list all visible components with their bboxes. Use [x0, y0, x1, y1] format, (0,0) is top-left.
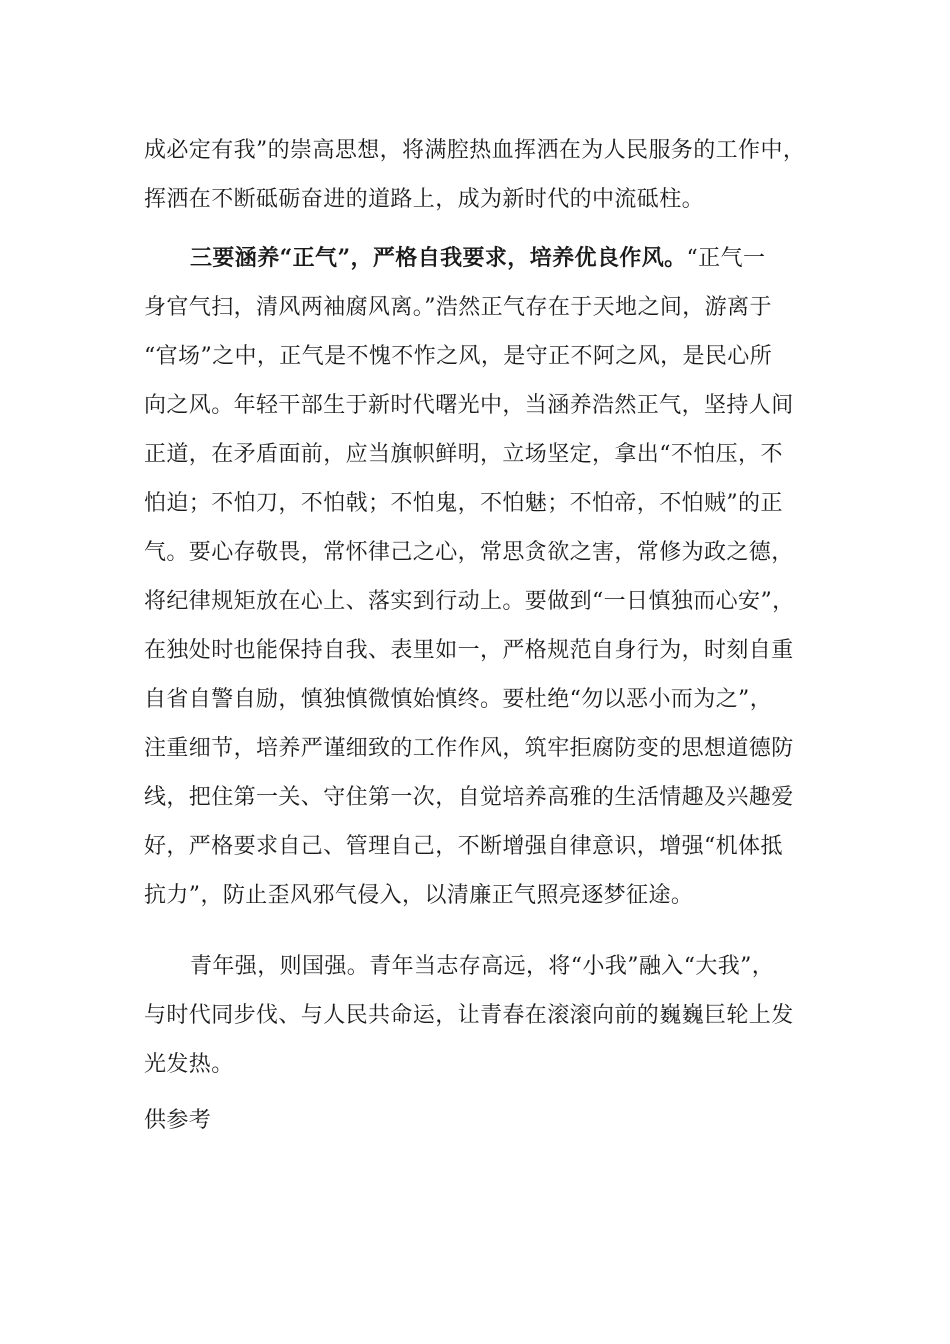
text-line: 与时代同步伐、与人民共命运，让青春在滚滚向前的巍巍巨轮上发	[144, 1003, 794, 1028]
text-line: 注重细节，培养严谨细致的工作作风，筑牢拒腐防变的思想道德防	[144, 736, 794, 761]
text-run: “正气一	[686, 246, 766, 271]
section-heading: 三要涵养“正气”，严格自我要求，培养优良作风。	[190, 245, 687, 271]
paragraph-3	[144, 942, 808, 1089]
paragraph-2	[144, 234, 808, 920]
text-line: 青年强，则国强。青年当志存高远，将“小我”融入“大我”，	[190, 954, 775, 979]
paragraph-2-first-line	[144, 234, 808, 283]
text-line: 成必定有我”的崇高思想，将满腔热血挥洒在为人民服务的工作中，	[144, 138, 806, 163]
text-line: 好，严格要求自己、管理自己，不断增强自律意识，增强“机体抵	[144, 834, 783, 859]
text-line: “官场”之中，正气是不愧不怍之风，是守正不阿之风，是民心所	[144, 344, 773, 369]
text-line: 挥洒在不断砥砺奋进的道路上，成为新时代的中流砥柱。	[144, 187, 705, 212]
text-line: 气。要心存敬畏，常怀律己之心，常思贪欲之害，常修为政之德，	[144, 540, 794, 565]
reference-note: 供参考	[144, 1108, 212, 1133]
text-line: 怕迫；不怕刀，不怕戟；不怕鬼，不怕魅；不怕帝，不怕贼”的正	[144, 491, 783, 516]
text-line: 正道，在矛盾面前，应当旗帜鲜明，立场坚定，拿出“不怕压，不	[144, 442, 783, 467]
text-line: 向之风。年轻干部生于新时代曙光中，当涵养浩然正气，坚持人间	[144, 393, 794, 418]
text-line: 自省自警自励，慎独慎微慎始慎终。要杜绝“勿以恶小而为之”，	[144, 687, 773, 712]
text-line: 光发热。	[144, 1052, 234, 1077]
text-line: 在独处时也能保持自我、表里如一，严格规范自身行为，时刻自重	[144, 638, 794, 663]
text-line: 抗力”，防止歪风邪气侵入，以清廉正气照亮逐梦征途。	[144, 883, 694, 908]
footer-note	[144, 1096, 808, 1145]
text-line: 线，把住第一关、守住第一次，自觉培养高雅的生活情趣及兴趣爱	[144, 785, 794, 810]
paragraph-1	[144, 126, 808, 224]
text-line: 将纪律规矩放在心上、落实到行动上。要做到“一日慎独而心安”，	[144, 589, 795, 614]
text-line: 身官气扫，清风两袖腐风离。”浩然正气存在于天地之间，游离于	[144, 295, 772, 320]
